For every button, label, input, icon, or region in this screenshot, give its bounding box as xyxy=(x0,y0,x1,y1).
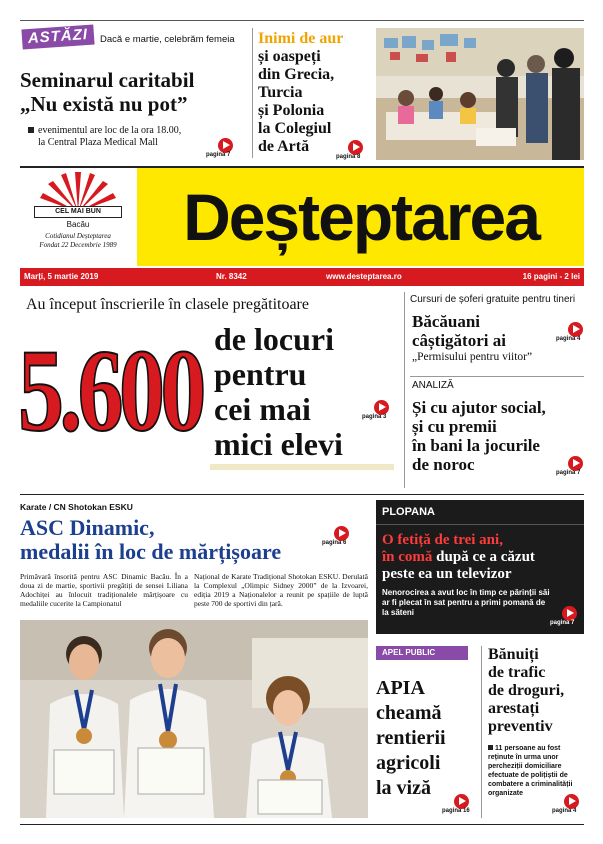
side-headline-1-line-3: „Permisului pentru viitor” xyxy=(412,351,533,363)
drugs-headline[interactable] xyxy=(488,646,588,736)
apel-headline-line-1: APIA xyxy=(376,677,425,699)
side-page-link-2[interactable] xyxy=(556,456,603,480)
story2-headline[interactable] xyxy=(258,30,374,156)
plopana-headline-line-1: O fetiță de trei ani, xyxy=(382,532,503,548)
apel-headline-line-2: cheamă xyxy=(376,702,442,724)
main-headline-line-2: pentru xyxy=(214,356,307,392)
karate-photo xyxy=(20,620,368,818)
play-icon xyxy=(334,526,349,541)
masthead-title-box xyxy=(137,168,584,266)
plopana-headline xyxy=(382,532,582,583)
lead-note-line-2: la Central Plaza Medical Mall xyxy=(38,137,158,148)
story2-line-3: din Grecia, xyxy=(258,66,335,83)
main-big-number[interactable]: 5.600 xyxy=(18,325,202,456)
analysis-label: ANALIZĂ xyxy=(412,380,454,391)
logo-city: Bacău xyxy=(66,220,90,229)
sport-headline[interactable] xyxy=(20,516,360,564)
side-headline-2-line-2: și cu premii xyxy=(412,417,497,436)
plopana-label: PLOPANA xyxy=(382,506,435,518)
masthead-logo xyxy=(22,172,134,264)
lead-headline[interactable] xyxy=(20,68,250,116)
play-icon xyxy=(562,606,577,621)
story2-line-6: la Colegiul xyxy=(258,120,332,137)
sport-headline-line-2: medalii în loc de mărțișoare xyxy=(20,539,282,564)
sport-page-link[interactable] xyxy=(322,526,382,550)
page-ref: pagina 7 xyxy=(550,620,575,626)
apel-headline-line-3: rentierii xyxy=(376,727,446,749)
main-headline-line-1: de locuri xyxy=(214,321,334,357)
page-ref: pagina 6 xyxy=(322,540,347,546)
apel-label: APEL PUBLIC xyxy=(376,646,468,660)
page-ref: pagina 16 xyxy=(442,808,470,814)
main-headline-line-4: mici elevi xyxy=(214,426,343,462)
tagline-line-2: Fondat 22 Decembrie 1989 xyxy=(39,241,117,249)
drugs-headline-line-1: Bănuiți xyxy=(488,646,539,663)
story2-line-7: de Artă xyxy=(258,138,310,155)
lead-page-link[interactable] xyxy=(206,138,266,162)
lead-headline-line-1: Seminarul caritabil xyxy=(20,68,195,92)
plopana-body: Nenorocirea a avut loc în timp ce părinții săi ar fi plecat în sat pentru a primi pomană de la săteni xyxy=(382,588,550,617)
page-ref: pagina 4 xyxy=(552,808,577,814)
tagline-line-1: Cotidianul Deșteptarea xyxy=(45,232,111,240)
celebrate-note: Dacă e martie, celebrăm femeia xyxy=(100,34,235,45)
page-ref: pagina 4 xyxy=(556,336,581,342)
page-ref: pagina 3 xyxy=(362,414,387,420)
drugs-page-link[interactable] xyxy=(552,794,603,818)
story2-line-5: și Polonia xyxy=(258,102,325,119)
drugs-headline-line-3: de droguri, xyxy=(488,682,565,699)
main-kicker: Au început înscrierile în clasele pregătitoare xyxy=(26,296,309,313)
issue-date: Marți, 5 martie 2019 xyxy=(24,272,99,281)
drugs-headline-line-5: preventiv xyxy=(488,718,553,735)
plopana-box[interactable] xyxy=(376,500,584,634)
sport-kicker: Karate / CN Shotokan ESKU xyxy=(20,502,133,512)
website-link[interactable]: www.desteptarea.ro xyxy=(326,272,402,281)
play-icon xyxy=(348,140,363,155)
play-icon xyxy=(564,794,579,809)
lead-note-line-1: evenimentul are loc de la ora 18.00, xyxy=(38,125,182,136)
plopana-headline-red: în comă xyxy=(382,549,433,565)
classroom-photo xyxy=(376,28,584,160)
page-ref: pagina 7 xyxy=(206,152,231,158)
astazi-badge: ASTĂZI xyxy=(21,25,94,50)
side-kicker: Cursuri de șoferi gratuite pentru tineri xyxy=(410,294,576,305)
tagline xyxy=(22,232,134,250)
sport-headline-line-1: ASC Dinamic, xyxy=(20,515,155,540)
drugs-headline-line-4: arestați xyxy=(488,700,540,717)
main-underline xyxy=(210,464,394,470)
square-bullet-icon xyxy=(488,745,493,750)
play-icon xyxy=(218,138,233,153)
drugs-note-text: 11 persoane au fost reținute în urma unor percheziții domiciliare efectuate de polițiștii de combatere a criminalității organizate xyxy=(488,745,573,797)
square-bullet-icon xyxy=(28,127,34,133)
sport-body-col-1: Primăvară însorită pentru ASC Dinamic Bacău. În a doua zi de martie, sportivii pregătiți de sensei Liliana Adochiței au înlocuit tradiționalele mărțișoare cu medaliile cucerite la Campionatul xyxy=(20,572,188,608)
side-headline-1-line-1: Băcăuani xyxy=(412,312,481,331)
masthead-title: Deșteptarea xyxy=(183,180,539,254)
plopana-headline-white: după ce a căzut xyxy=(436,549,535,565)
issue-number: Nr. 8342 xyxy=(216,272,247,281)
plopana-headline-line-2 xyxy=(382,549,582,566)
page-ref: pagina 7 xyxy=(556,470,581,476)
play-icon xyxy=(374,400,389,415)
apel-headline-line-5: la viză xyxy=(376,777,431,799)
main-headline[interactable] xyxy=(214,322,404,462)
side-headline-2-line-4: de noroc xyxy=(412,455,475,474)
story2-line-4: Turcia xyxy=(258,84,303,101)
apel-headline-line-4: agricoli xyxy=(376,752,441,774)
page-ref: pagina 8 xyxy=(336,154,361,160)
drugs-headline-line-2: de trafic xyxy=(488,664,546,681)
side-page-link-1[interactable] xyxy=(556,322,603,346)
lead-headline-line-2: „Nu există nu pot” xyxy=(20,92,188,116)
drugs-note xyxy=(488,744,584,798)
plopana-headline-line-3: peste ea un televizor xyxy=(382,566,512,582)
side-headline-2-line-1: Și cu ajutor social, xyxy=(412,398,546,417)
main-headline-line-3: cei mai xyxy=(214,391,311,427)
pages-price: 16 pagini - 2 lei xyxy=(522,272,580,281)
play-icon xyxy=(454,794,469,809)
apel-headline[interactable] xyxy=(376,676,480,801)
story2-line-2: și oaspeți xyxy=(258,48,321,65)
side-headline-2-line-3: în bani la jocurile xyxy=(412,436,540,455)
story2-line-1: Inimi de aur xyxy=(258,30,344,47)
plopana-page-link[interactable] xyxy=(550,606,603,630)
play-icon xyxy=(568,456,583,471)
sport-body-col-2: Național de Karate Tradițional Shotokan ESKU. Derulată la Complexul „Olimpic Sidney 2000” de la Izvoarei, ediția 2019 a Naționalelor a reunit pe spațiile de luptă peste 700 de sportivi din țară. xyxy=(194,572,368,608)
logo-badge: CEL MAI BUN xyxy=(34,206,122,218)
play-icon xyxy=(568,322,583,337)
masthead-bar xyxy=(20,268,584,286)
side-headline-1-line-2: câștigători ai xyxy=(412,331,506,350)
